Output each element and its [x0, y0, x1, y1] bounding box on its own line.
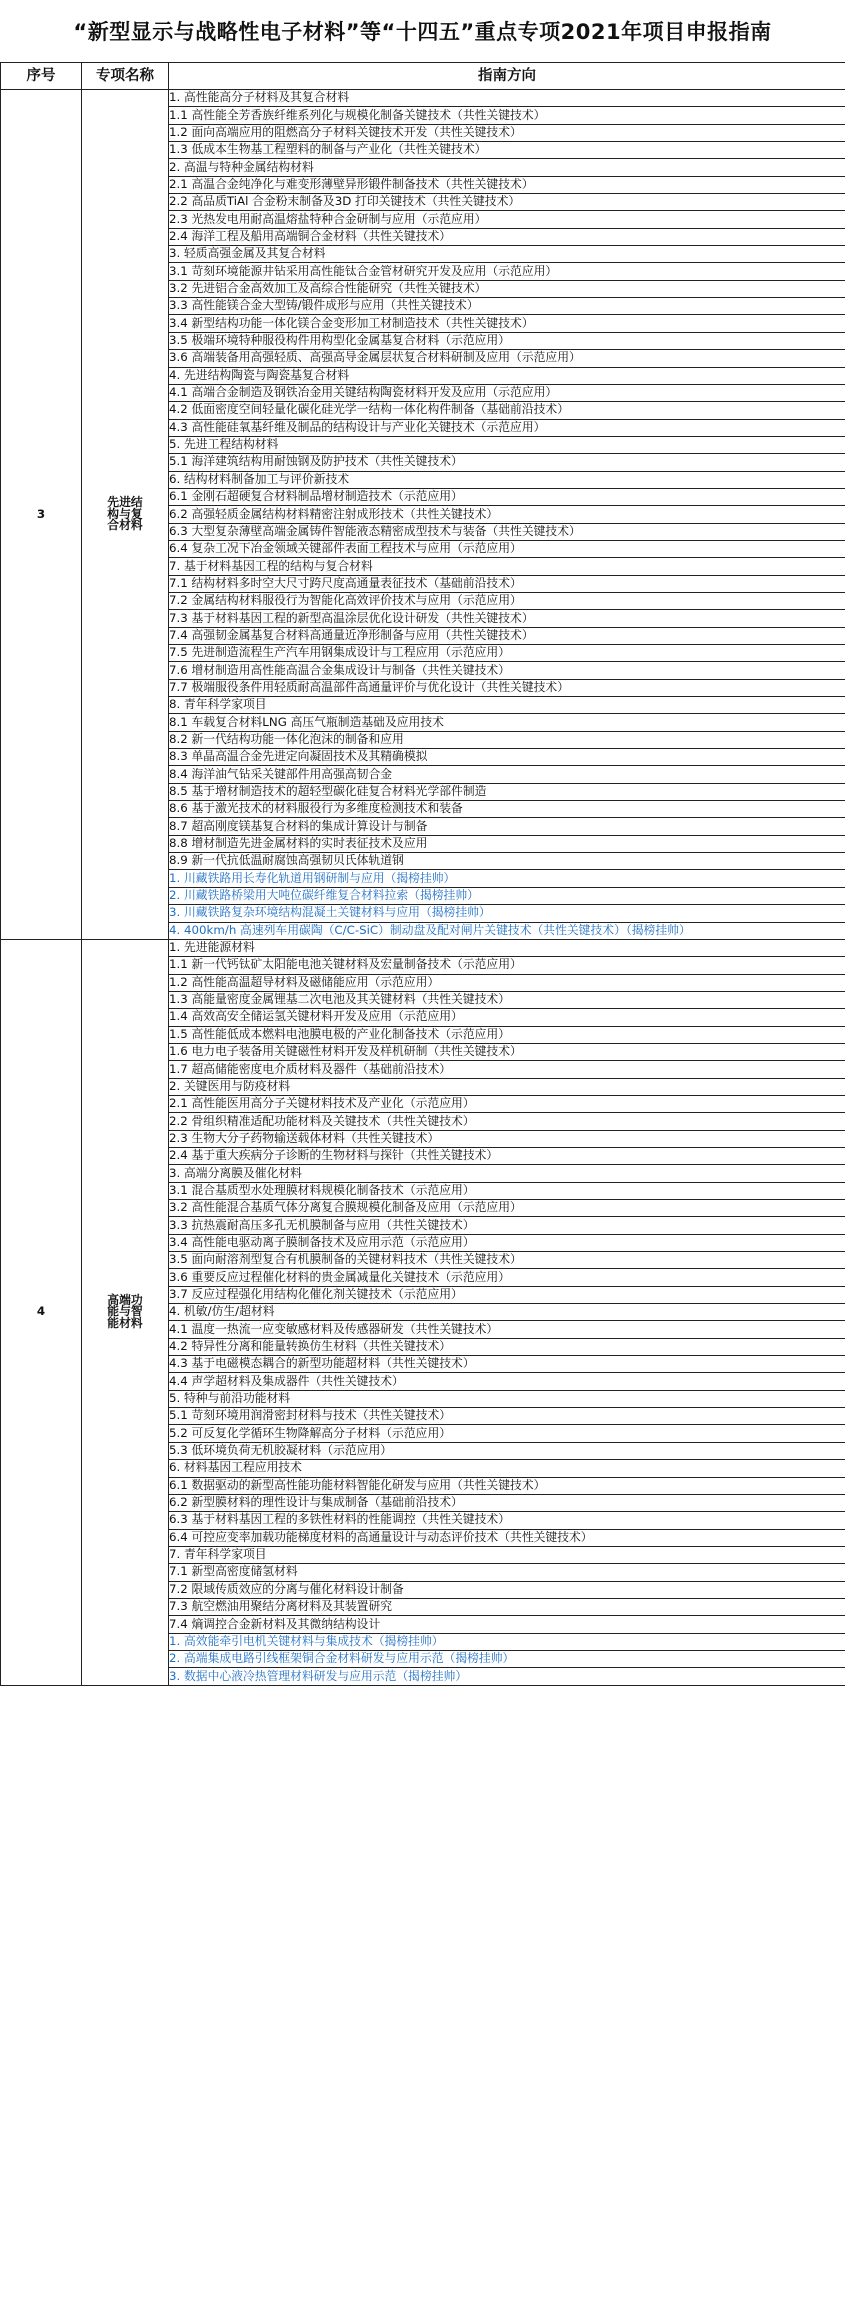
header-project-name: 专项名称 [82, 63, 169, 90]
guide-item: 1.6 电力电子装备用关键磁性材料开发及样机研制（共性关键技术） [169, 1043, 845, 1060]
guide-item: 3.7 反应过程强化用结构化催化剂关键技术（示范应用） [169, 1286, 845, 1303]
guide-item: 5.1 海洋建筑结构用耐蚀钢及防护技术（共性关键技术） [169, 454, 845, 471]
guide-item: 6. 材料基因工程应用技术 [169, 1460, 845, 1477]
guide-item: 8.9 新一代抗低温耐腐蚀高强韧贝氏体轨道钢 [169, 853, 845, 870]
guide-table [0, 62, 845, 1686]
guide-item-highlighted: 3. 数据中心液冷热管理材料研发与应用示范（揭榜挂帅） [169, 1668, 845, 1685]
guide-item: 6.2 高强轻质金属结构材料精密注射成形技术（共性关键技术） [169, 506, 845, 523]
table-row [1, 939, 845, 956]
guide-item: 4.3 高性能硅氧基纤维及制品的结构设计与产业化关键技术（示范应用） [169, 419, 845, 436]
guide-item: 4.2 低面密度空间轻量化碳化硅光学一结构一体化构件制备（基础前沿技术） [169, 402, 845, 419]
guide-item: 7.2 金属结构材料服役行为智能化高效评价技术与应用（示范应用） [169, 592, 845, 609]
guide-item: 6.4 可控应变率加载功能梯度材料的高通量设计与动态评价技术（共性关键技术） [169, 1529, 845, 1546]
guide-item: 6.2 新型膜材料的理性设计与集成制备（基础前沿技术） [169, 1494, 845, 1511]
guide-item: 4.3 基于电磁模态耦合的新型功能超材料（共性关键技术） [169, 1356, 845, 1373]
guide-item: 1.3 高能量密度金属锂基二次电池及其关键材料（共性关键技术） [169, 991, 845, 1008]
guide-item: 3.4 新型结构功能一体化镁合金变形加工材制造技术（共性关键技术） [169, 315, 845, 332]
guide-item: 7.4 高强韧金属基复合材料高通量近净形制备与应用（共性关键技术） [169, 627, 845, 644]
guide-item: 1. 高性能高分子材料及其复合材料 [169, 90, 845, 107]
guide-item: 6.3 基于材料基因工程的多铁性材料的性能调控（共性关键技术） [169, 1512, 845, 1529]
guide-item: 8.2 新一代结构功能一体化泡沫的制备和应用 [169, 731, 845, 748]
guide-item: 2.4 海洋工程及船用高端铜合金材料（共性关键技术） [169, 228, 845, 245]
guide-item: 3.6 重要反应过程催化材料的贵金属减量化关键技术（示范应用） [169, 1269, 845, 1286]
section-name: 高端功 能与智 能材料 [82, 939, 169, 1685]
guide-item: 2.4 基于重大疾病分子诊断的生物材料与探针（共性关键技术） [169, 1147, 845, 1164]
guide-item: 3.5 极端环境特种服役构件用构型化金属基复合材料（示范应用） [169, 332, 845, 349]
guide-item: 3.4 高性能电驱动离子膜制备技术及应用示范（示范应用） [169, 1234, 845, 1251]
guide-item: 8.8 增材制造先进金属材料的实时表征技术及应用 [169, 835, 845, 852]
guide-item: 3.2 先进铝合金高效加工及高综合性能研究（共性关键技术） [169, 280, 845, 297]
guide-item: 1.2 高性能高温超导材料及磁储能应用（示范应用） [169, 974, 845, 991]
section-number: 3 [1, 90, 82, 940]
guide-item: 8.6 基于激光技术的材料服役行为多维度检测技术和装备 [169, 801, 845, 818]
guide-item-highlighted: 1. 川藏铁路用长寿化轨道用钢研制与应用（揭榜挂帅） [169, 870, 845, 887]
guide-item: 2.2 高品质TiAl 合金粉末制备及3D 打印关键技术（共性关键技术） [169, 194, 845, 211]
table-row [1, 90, 845, 107]
guide-item: 2. 关键医用与防疫材料 [169, 1078, 845, 1095]
guide-item: 3. 轻质高强金属及其复合材料 [169, 246, 845, 263]
guide-item: 8.1 车载复合材料LNG 高压气瓶制造基础及应用技术 [169, 714, 845, 731]
section-name: 先进结 构与复 合材料 [82, 90, 169, 940]
guide-item: 2.1 高性能医用高分子关键材料技术及产业化（示范应用） [169, 1095, 845, 1112]
guide-item: 8.7 超高刚度镁基复合材料的集成计算设计与制备 [169, 818, 845, 835]
guide-item: 5.3 低环境负荷无机胶凝材料（示范应用） [169, 1442, 845, 1459]
guide-item: 1.7 超高储能密度电介质材料及器件（基础前沿技术） [169, 1061, 845, 1078]
guide-item: 7.7 极端服役条件用轻质耐高温部件高通量评价与优化设计（共性关键技术） [169, 679, 845, 696]
guide-item: 4.1 温度一热流一应变敏感材料及传感器研发（共性关键技术） [169, 1321, 845, 1338]
section-number: 4 [1, 939, 82, 1685]
guide-item: 2.1 高温合金纯净化与难变形薄壁异形锻件制备技术（共性关键技术） [169, 176, 845, 193]
guide-item: 2. 高温与特种金属结构材料 [169, 159, 845, 176]
guide-item: 8.4 海洋油气钻采关键部件用高强高韧合金 [169, 766, 845, 783]
guide-item: 3.6 高端装备用高强轻质、高强高导金属层状复合材料研制及应用（示范应用） [169, 350, 845, 367]
guide-item: 6.1 数据驱动的新型高性能功能材料智能化研发与应用（共性关键技术） [169, 1477, 845, 1494]
guide-item: 4. 机敏/仿生/超材料 [169, 1304, 845, 1321]
guide-item: 1.3 低成本生物基工程塑料的制备与产业化（共性关键技术） [169, 142, 845, 159]
guide-item: 4.1 高端合金制造及钢铁冶金用关键结构陶瓷材料开发及应用（示范应用） [169, 384, 845, 401]
guide-item: 7.2 限域传质效应的分离与催化材料设计制备 [169, 1581, 845, 1598]
guide-item: 3.3 高性能镁合金大型铸/锻件成形与应用（共性关键技术） [169, 298, 845, 315]
guide-item: 5. 先进工程结构材料 [169, 436, 845, 453]
guide-item: 3.1 苛刻环境能源井钻采用高性能钛合金管材研究开发及应用（示范应用） [169, 263, 845, 280]
guide-item: 3.3 抗热震耐高压多孔无机膜制备与应用（共性关键技术） [169, 1217, 845, 1234]
guide-item: 5.2 可反复化学循环生物降解高分子材料（示范应用） [169, 1425, 845, 1442]
guide-item: 7.3 航空燃油用聚结分离材料及其装置研究 [169, 1598, 845, 1615]
guide-item: 3.2 高性能混合基质气体分离复合膜规模化制备及应用（示范应用） [169, 1200, 845, 1217]
header-number: 序号 [1, 63, 82, 90]
guide-item: 5.1 苛刻环境用润滑密封材料与技术（共性关键技术） [169, 1408, 845, 1425]
guide-item: 7.6 增材制造用高性能高温合金集成设计与制备（共性关键技术） [169, 662, 845, 679]
guide-item: 7. 青年科学家项目 [169, 1546, 845, 1563]
header-direction: 指南方向 [169, 63, 845, 90]
guide-item: 1.1 新一代钙钛矿太阳能电池关键材料及宏量制备技术（示范应用） [169, 957, 845, 974]
guide-item: 7.5 先进制造流程生产汽车用钢集成设计与工程应用（示范应用） [169, 645, 845, 662]
guide-item: 1.5 高性能低成本燃料电池膜电极的产业化制备技术（示范应用） [169, 1026, 845, 1043]
guide-item: 1. 先进能源材料 [169, 939, 845, 956]
guide-item: 2.3 光热发电用耐高温熔盐特种合金研制与应用（示范应用） [169, 211, 845, 228]
page-title: “新型显示与战略性电子材料”等“十四五”重点专项2021年项目申报指南 [73, 20, 772, 44]
guide-item: 2.2 骨组织精准适配功能材料及关键技术（共性关键技术） [169, 1113, 845, 1130]
guide-item: 1.1 高性能全芳香族纤维系列化与规模化制备关键技术（共性关键技术） [169, 107, 845, 124]
guide-item: 8.3 单晶高温合金先进定向凝固技术及其精确模拟 [169, 749, 845, 766]
guide-item: 1.2 面向高端应用的阻燃高分子材料关键技术开发（共性关键技术） [169, 124, 845, 141]
guide-item: 5. 特种与前沿功能材料 [169, 1390, 845, 1407]
guide-item: 7.1 结构材料多时空大尺寸跨尺度高通量表征技术（基础前沿技术） [169, 575, 845, 592]
guide-item: 3.5 面向耐溶剂型复合有机膜制备的关键材料技术（共性关键技术） [169, 1252, 845, 1269]
guide-item: 4.4 声学超材料及集成器件（共性关键技术） [169, 1373, 845, 1390]
guide-item: 7. 基于材料基因工程的结构与复合材料 [169, 558, 845, 575]
guide-item: 7.4 熵调控合金新材料及其微纳结构设计 [169, 1616, 845, 1633]
guide-item-highlighted: 3. 川藏铁路复杂环境结构混凝土关键材料与应用（揭榜挂帅） [169, 905, 845, 922]
guide-item-highlighted: 2. 川藏铁路桥梁用大吨位碳纤维复合材料拉索（揭榜挂帅） [169, 887, 845, 904]
guide-item: 3.1 混合基质型水处理膜材料规模化制备技术（示范应用） [169, 1182, 845, 1199]
guide-item-highlighted: 1. 高效能牵引电机关键材料与集成技术（揭榜挂帅） [169, 1633, 845, 1650]
guide-item: 2.3 生物大分子药物输送载体材料（共性关键技术） [169, 1130, 845, 1147]
guide-item: 3. 高端分离膜及催化材料 [169, 1165, 845, 1182]
guide-item-highlighted: 4. 400km/h 高速列车用碳陶（C/C-SiC）制动盘及配对闸片关键技术（共性关键技术）（揭榜挂帅） [169, 922, 845, 939]
guide-item-highlighted: 2. 高端集成电路引线框架铜合金材料研发与应用示范（揭榜挂帅） [169, 1650, 845, 1667]
guide-item: 4.2 特异性分离和能量转换仿生材料（共性关键技术） [169, 1338, 845, 1355]
guide-item: 8. 青年科学家项目 [169, 697, 845, 714]
guide-item: 8.5 基于增材制造技术的超轻型碳化硅复合材料光学部件制造 [169, 783, 845, 800]
guide-item: 7.1 新型高密度储氢材料 [169, 1564, 845, 1581]
table-header-row [1, 63, 845, 90]
guide-item: 7.3 基于材料基因工程的新型高温涂层优化设计研发（共性关键技术） [169, 610, 845, 627]
guide-item: 6.4 复杂工况下冶金领域关键部件表面工程技术与应用（示范应用） [169, 540, 845, 557]
guide-item: 4. 先进结构陶瓷与陶瓷基复合材料 [169, 367, 845, 384]
guide-item: 6. 结构材料制备加工与评价新技术 [169, 471, 845, 488]
guide-item: 1.4 高效高安全储运氢关键材料开发及应用（示范应用） [169, 1009, 845, 1026]
guide-item: 6.3 大型复杂薄壁高端金属铸件智能液态精密成型技术与装备（共性关键技术） [169, 523, 845, 540]
guide-item: 6.1 金刚石超硬复合材料制品增材制造技术（示范应用） [169, 488, 845, 505]
